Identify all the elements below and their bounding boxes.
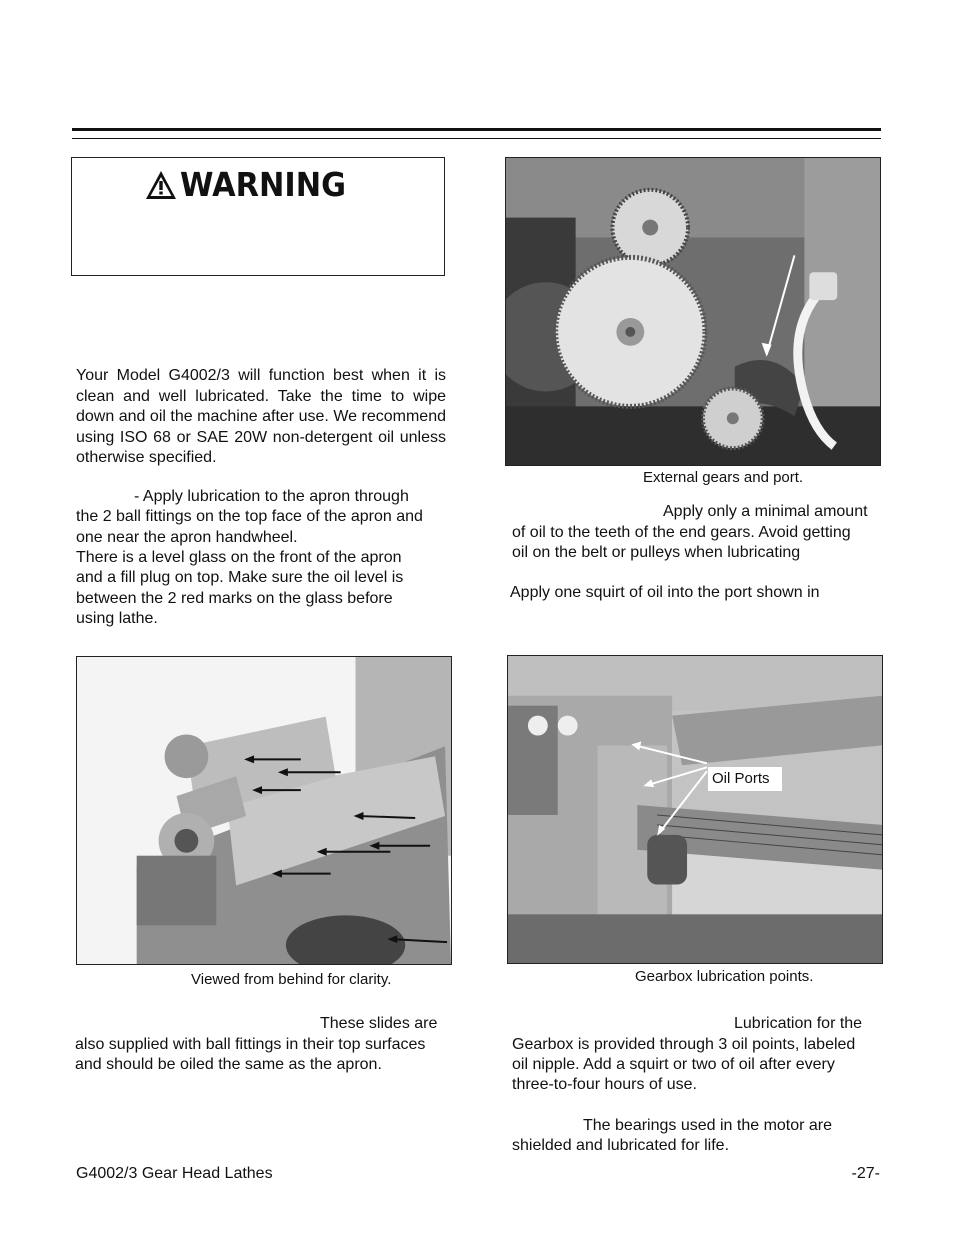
apron-line: - Apply lubrication to the apron through <box>134 488 409 505</box>
external-gears-caption: External gears and port. <box>643 469 804 486</box>
apron-line: using lathe. <box>76 610 158 627</box>
slides-line: These slides are <box>320 1015 438 1032</box>
gearbox-photo <box>507 655 883 964</box>
intro-paragraph: Your Model G4002/3 will function best when it is clean and well lubricated. Take the time to wipe down and oil the machine after use. We recommend using ISO 68 or SAE 20W non-detergent oil unless otherwise specified. <box>76 367 446 466</box>
header-rule-thin <box>72 138 881 139</box>
apron-photo <box>76 656 452 965</box>
footer-title: G4002/3 Gear Head Lathes <box>76 1165 273 1182</box>
page-number: -27- <box>851 1165 880 1182</box>
header-rule-thick <box>72 128 881 131</box>
slides-line: and should be oiled the same as the apron. <box>75 1056 382 1073</box>
warning-triangle-icon <box>144 169 178 201</box>
gears-line: oil on the belt or pulleys when lubricating <box>512 544 801 561</box>
motor-line: shielded and lubricated for life. <box>512 1137 730 1154</box>
gears-line: of oil to the teeth of the end gears. Avoid getting <box>512 524 851 541</box>
oil-ports-label: Oil Ports <box>708 767 782 791</box>
slides-line: also supplied with ball fittings in their top surfaces <box>75 1036 426 1053</box>
warning-heading: WARNING <box>180 165 347 204</box>
port-paragraph: Apply one squirt of oil into the port shown in <box>510 584 820 601</box>
external-gears-photo <box>505 157 881 466</box>
apron-line: There is a level glass on the front of the apron <box>76 549 402 566</box>
gearbox-line: Lubrication for the <box>734 1015 863 1032</box>
gearbox-line: oil nipple. Add a squirt or two of oil after every <box>512 1056 835 1073</box>
apron-line: one near the apron handwheel. <box>76 529 298 546</box>
warning-box <box>71 157 445 276</box>
gears-line: Apply only a minimal amount <box>663 503 868 520</box>
motor-line: The bearings used in the motor are <box>583 1117 833 1134</box>
gearbox-line: three-to-four hours of use. <box>512 1076 697 1093</box>
gearbox-photo-caption: Gearbox lubrication points. <box>635 968 814 985</box>
apron-line: the 2 ball fittings on the top face of the apron and <box>76 508 423 525</box>
apron-line: between the 2 red marks on the glass before <box>76 590 393 607</box>
apron-photo-caption: Viewed from behind for clarity. <box>191 971 392 988</box>
gearbox-line: Gearbox is provided through 3 oil points, labeled <box>512 1036 856 1053</box>
apron-line: and a fill plug on top. Make sure the oil level is <box>76 569 404 586</box>
warning-badge <box>144 165 360 204</box>
